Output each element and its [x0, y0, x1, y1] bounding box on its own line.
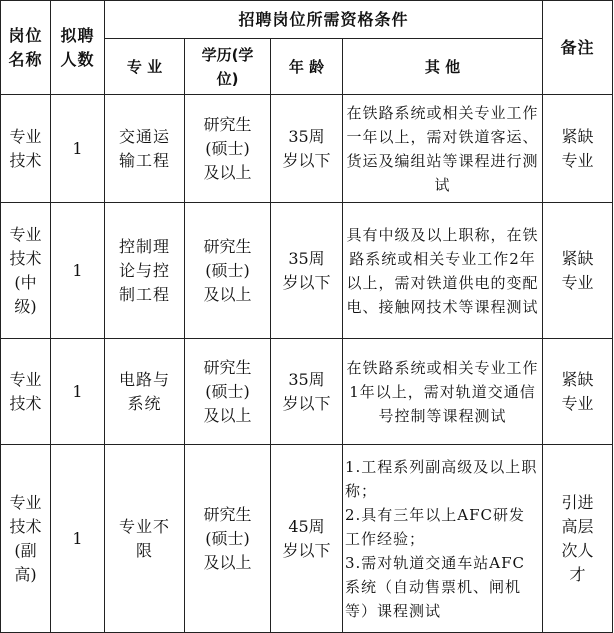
header-count: 拟聘人数: [51, 1, 105, 95]
table-row: [1, 339, 613, 445]
header-age: 年 龄: [271, 39, 343, 95]
cell-education: 研究生(硕士)及以上: [203, 114, 252, 182]
cell-education: 研究生(硕士)及以上: [203, 357, 252, 425]
cell-position: 专业技术: [9, 369, 42, 413]
cell-other: 具有中级及以上职称，在铁路系统或相关专业工作2年以上，需对铁道供电的变配电、接触网技术等课程测试: [343, 203, 543, 339]
cell-other-list: [343, 445, 543, 633]
cell-position: 专业技术(副高): [9, 492, 42, 584]
header-position: 岗位名称: [1, 1, 51, 95]
cell-note: 引进高层次人才: [561, 492, 594, 584]
cell-other: 在铁路系统或相关专业工作1年以上，需对轨道交通信号控制等课程测试: [343, 339, 543, 445]
table-row: [1, 95, 613, 203]
cell-education: 研究生(硕士)及以上: [203, 236, 252, 304]
cell-count: 1: [51, 95, 105, 203]
cell-major: 交通运输工程: [118, 126, 170, 170]
cell-age: 35周岁以下: [282, 248, 331, 292]
cell-age: 35周岁以下: [282, 126, 331, 170]
cell-major: 专业不限: [118, 516, 170, 560]
header-requirements: 招聘岗位所需资格条件: [105, 1, 543, 39]
cell-count: 1: [51, 203, 105, 339]
cell-count: 1: [51, 339, 105, 445]
cell-note: 紧缺专业: [561, 248, 594, 292]
cell-age: 45周岁以下: [282, 516, 331, 560]
table-row: [1, 445, 613, 633]
other-item: 2.具有三年以上AFC研发工作经验；: [345, 505, 526, 548]
cell-major: 电路与系统: [118, 369, 170, 413]
header-education: 学历(学位): [185, 39, 271, 95]
header-other: 其 他: [343, 39, 543, 95]
cell-position: 专业技术(中级): [9, 224, 42, 316]
cell-age: 35周岁以下: [282, 369, 331, 413]
cell-position: 专业技术: [9, 126, 42, 170]
header-note: 备注: [543, 1, 613, 95]
cell-count: 1: [51, 445, 105, 633]
cell-other: 在铁路系统或相关专业工作一年以上，需对铁道客运、货运及编组站等课程进行测试: [343, 95, 543, 203]
table-row: [1, 203, 613, 339]
header-major: 专 业: [105, 39, 185, 95]
cell-major: 控制理论与控制工程: [118, 236, 170, 304]
other-item: 1.工程系列副高级及以上职称；: [345, 457, 538, 500]
cell-note: 紧缺专业: [561, 126, 594, 170]
other-item: 3.需对轨道交通车站AFC系统（自动售票机、闸机等）课程测试: [345, 553, 526, 620]
cell-note: 紧缺专业: [561, 369, 594, 413]
cell-education: 研究生(硕士)及以上: [203, 504, 252, 572]
